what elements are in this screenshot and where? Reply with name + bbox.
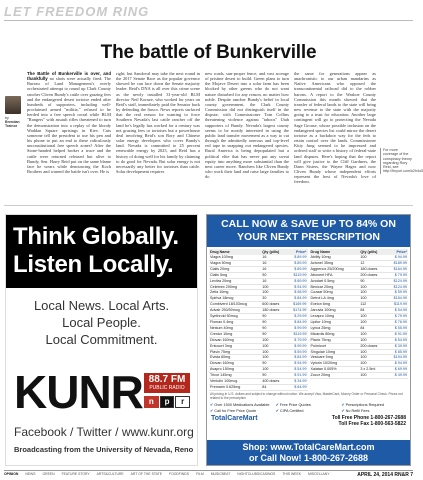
qty: 100 bbox=[359, 355, 386, 361]
drug-name: Flomax 0.4mg bbox=[209, 319, 261, 325]
price: $ 54.99 bbox=[287, 367, 308, 373]
price: $ 84.99 bbox=[287, 355, 308, 361]
qty: 3 x 2.5ml bbox=[359, 367, 386, 373]
qty: 600 doses bbox=[261, 302, 287, 308]
qty: 90 bbox=[261, 272, 287, 278]
fax-number: Toll Free Fax 1-800-563-5822 bbox=[338, 420, 406, 427]
qty: 90 bbox=[261, 314, 287, 320]
tagline-line-2: Listen Locally. bbox=[13, 251, 174, 278]
price-table-left bbox=[209, 249, 308, 391]
check-item: ✔ Call for Free Price Quote bbox=[210, 408, 276, 413]
qty: 16 bbox=[261, 255, 287, 260]
qty: 400 doses bbox=[261, 379, 287, 385]
section-divider bbox=[4, 205, 413, 206]
drug-name: Aggrenox 25/200mg bbox=[310, 266, 360, 272]
col-price: Price* bbox=[386, 249, 408, 255]
sidebar-note: For more coverage of the conspiracy theory regarding Rory Reid, see http://tinyurl.com/k2h4o5 bbox=[380, 148, 414, 174]
price: $ 79.99 bbox=[386, 272, 408, 278]
drug-name: Cozaar 50mg bbox=[310, 290, 360, 296]
drug-name: Lyrica 25mg bbox=[310, 325, 360, 331]
banner-line-1[interactable]: Shop: www.TotalCareMart.com bbox=[242, 442, 375, 452]
price: $ 59.99 bbox=[386, 290, 408, 296]
qty: 100 bbox=[359, 373, 386, 379]
npr-r: r bbox=[175, 396, 190, 408]
qty: 12 bbox=[359, 260, 386, 266]
article-col4-text: the same for generations appear as anachronistic to our urban mandarins as Native Americans who opposed the transcontinental railroad did to the robber barons. A report to the Washoe County Commission this month showed that the transfer of federal lands to the state will bring new revenue to the state with the majority going to a trust for education. Another large contingent will go to protecting the Nevada Sage Grouse, whose possible inclusion on the endangered species list could mirror the desert tortoise as a backdoor way for the feds to retain control over the lands. Commissioner Kitty Jung seemed to be impressed and ordered staff to write a history of federal-state land disputes. Here's hoping that the report will give justice to the Cliff Gardners, the Dann Sisters, the Wayne Hages and now Cliven Bundy whose independent efforts represent the best of Nevada's love of freedom. bbox=[294, 71, 376, 185]
drug-name: Exelon 6mg bbox=[310, 302, 360, 308]
drug-name: Viagra 100mg bbox=[209, 255, 261, 260]
pharmacy-advertisement[interactable] bbox=[206, 214, 411, 466]
price: $ 94.99 bbox=[287, 361, 308, 367]
article-lead: The Battle of Bunkerville is over, and thankfully bbox=[27, 71, 111, 82]
qty: 100 bbox=[261, 337, 287, 343]
qty: 100 bbox=[359, 331, 386, 337]
drug-name: Diovan 160mg bbox=[209, 337, 261, 343]
price: $ 91.99 bbox=[386, 331, 408, 337]
drug-name: Avapro 150mg bbox=[209, 367, 261, 373]
price: $124.99 bbox=[386, 278, 408, 284]
price: $ 89.99 bbox=[287, 278, 308, 284]
kunr-advertisement[interactable] bbox=[5, 214, 198, 466]
price: $ 84.99 bbox=[287, 296, 308, 302]
qty: 100 bbox=[261, 367, 287, 373]
price: $ 59.99 bbox=[287, 349, 308, 355]
price: $119.99 bbox=[287, 331, 308, 337]
price: $ 99.99 bbox=[287, 325, 308, 331]
drug-name: Cialis 5mg bbox=[209, 272, 261, 278]
banner-line-2[interactable]: or Call Now! 1-800-267-2688 bbox=[248, 453, 369, 463]
price: $119.99 bbox=[287, 272, 308, 278]
price: $ 94.99 bbox=[386, 361, 408, 367]
table-row bbox=[209, 384, 308, 390]
price: $ 85.99 bbox=[386, 349, 408, 355]
drug-name: Advair 250/50mcg bbox=[209, 308, 261, 314]
article-column-2 bbox=[116, 71, 200, 174]
paper-name: RN&R bbox=[394, 472, 409, 478]
qty: 100 bbox=[261, 355, 287, 361]
qty: 90 bbox=[261, 373, 287, 379]
qty: 84 bbox=[261, 384, 287, 390]
price: $ 54.99 bbox=[386, 308, 408, 314]
author-photo bbox=[5, 96, 21, 114]
qty: 100 bbox=[359, 319, 386, 325]
drug-name: Celebrex 200mg bbox=[209, 284, 261, 290]
drug-name: Detrol LA 4mg bbox=[310, 296, 360, 302]
price: $ 39.99 bbox=[386, 343, 408, 349]
qty: 100 bbox=[261, 290, 287, 296]
price: $ 64.99 bbox=[287, 384, 308, 390]
kunr-social-links[interactable]: Facebook / Twitter / www.kunr.org bbox=[14, 425, 194, 439]
price: $ 94.99 bbox=[386, 255, 408, 260]
drug-name: Combivent 18/103mcg bbox=[209, 302, 261, 308]
price: $ 98.99 bbox=[287, 290, 308, 296]
table-row bbox=[310, 373, 409, 379]
drug-name: Zetia 10mg bbox=[209, 290, 261, 296]
price: $119.99 bbox=[386, 302, 408, 308]
col-qty: Qty (pills) bbox=[359, 249, 386, 255]
footer-item: MUSICBEAT bbox=[210, 472, 231, 476]
byline-author: Brendan Trainor bbox=[5, 120, 20, 129]
article-column-1 bbox=[27, 71, 111, 174]
price: $ 54.99 bbox=[386, 337, 408, 343]
drug-name: Plavix 75mg bbox=[310, 337, 360, 343]
qty: 90 bbox=[359, 278, 386, 284]
price-tables bbox=[207, 247, 410, 391]
npr-n: n bbox=[144, 396, 159, 408]
article-col2-text: right; but Sandoval may take the next round in the 2017 Senate Race as the popular governor showed he can face down the Senate majority leader. Reid's DNA is all over this crime scene as the newly installed 31-year-old BLM director Neil Kornze, who worked for years on Reid's staff, immediately paid the Senator back by defending the fiasco. News reports surfaced that the real reason for wanting to force Southern Nevada's last cattle rancher off the land he's legally has worked for a century was not grazing fees or tortoises but a powerhouse deal involving Reid's son Rory and Chinese solar energy developers who cover Bundy's land. Nevada is committed to 25 percent renewable energy by 2025, and Reid has a history of doing well for his family by claiming to do good for Nevada. But solar energy is not necessarily any better for tortoises than cattle. Solar development requires bbox=[116, 71, 200, 174]
drug-name: Viagra 50mg bbox=[209, 260, 261, 266]
drug-name: Januvia 100mg bbox=[310, 308, 360, 314]
drug-name: Pulmicort bbox=[310, 343, 360, 349]
qty: 16 bbox=[261, 278, 287, 284]
drug-name: Plavix 75mg bbox=[209, 349, 261, 355]
price: $ 49.99 bbox=[386, 373, 408, 379]
qty: 90 bbox=[261, 331, 287, 337]
price: $154.99 bbox=[386, 296, 408, 302]
qty: 200 doses bbox=[359, 272, 386, 278]
page-footer bbox=[4, 470, 413, 478]
divider bbox=[4, 20, 413, 21]
frequency: 88.7 FM bbox=[148, 374, 186, 385]
price: $ 79.99 bbox=[386, 314, 408, 320]
qty: 100 bbox=[359, 361, 386, 367]
phone-number[interactable]: Toll Free Phone 1-800-267-2688 bbox=[331, 414, 406, 421]
npr-logo bbox=[144, 396, 190, 408]
drug-name: Premarin 0.625mg bbox=[209, 384, 261, 390]
footer-item: GREEN bbox=[42, 472, 55, 476]
price: $169.99 bbox=[287, 302, 308, 308]
price: $ 89.99 bbox=[287, 260, 308, 266]
price: $164.99 bbox=[386, 266, 408, 272]
local-line-1: Local News. Local Arts. bbox=[33, 298, 170, 313]
page-number: 7 bbox=[410, 472, 413, 478]
frequency-badge bbox=[144, 373, 190, 393]
price: $ 76.99 bbox=[386, 319, 408, 325]
drug-name: Entocort 3mg bbox=[209, 343, 261, 349]
tagline-line-1: Think Globally. bbox=[13, 223, 179, 250]
page-info bbox=[357, 472, 413, 478]
qty: 112 bbox=[359, 302, 386, 308]
article-column-3 bbox=[205, 71, 289, 179]
price: $ 84.99 bbox=[287, 319, 308, 325]
price: $ 69.99 bbox=[386, 367, 408, 373]
section-title: LET FREEDOM RING bbox=[4, 4, 150, 19]
check-item: ✔ Free Price Quotes bbox=[276, 402, 342, 407]
kunr-tagline bbox=[6, 215, 197, 288]
qty: 200 doses bbox=[359, 343, 386, 349]
issue-date: APRIL 24, 2014 bbox=[357, 472, 393, 478]
drug-name: Actonel 35mg bbox=[310, 260, 360, 266]
check-item: ✔ CIPA Certified bbox=[276, 408, 342, 413]
qty: 100 bbox=[359, 349, 386, 355]
feature-checklist bbox=[207, 401, 410, 414]
qty: 84 bbox=[359, 325, 386, 331]
price-table-right bbox=[310, 249, 409, 379]
qty: 180 doses bbox=[359, 266, 386, 272]
drug-name: Synthroid 50mcg bbox=[209, 314, 261, 320]
local-line-3: Local Commitment. bbox=[45, 332, 158, 347]
qty: 100 bbox=[359, 314, 386, 320]
kunr-local bbox=[6, 297, 197, 348]
drug-name: Ventolin 100mcg bbox=[209, 379, 261, 385]
headline: The battle of Bunkerville bbox=[100, 42, 317, 63]
price: $ 91.99 bbox=[287, 373, 308, 379]
kunr-broadcast: Broadcasting from the University of Nevada, Reno bbox=[14, 445, 194, 454]
footer-item: NIGHTCLUBS/CASINOS bbox=[237, 472, 276, 476]
price: $174.99 bbox=[287, 308, 308, 314]
qty: 30 bbox=[261, 296, 287, 302]
byline bbox=[5, 96, 25, 129]
pharmacy-brand: TotalCareMart bbox=[211, 414, 258, 422]
price: $ 29.99 bbox=[287, 314, 308, 320]
local-line-2: Local People. bbox=[62, 315, 141, 330]
price: $ 94.99 bbox=[287, 284, 308, 290]
byline-by: by bbox=[5, 116, 9, 120]
fine-print: All pricing in U.S. dollars and subject to change without notice. We accept Visa, MasterCard, Money Order or Personal Check. Prices not related to the prescription bbox=[210, 391, 403, 400]
drug-name: Vytorin 10/20mg bbox=[310, 361, 360, 367]
qty: 100 bbox=[359, 290, 386, 296]
footer-section: OPINION bbox=[4, 472, 19, 476]
drug-name: Diovan 160mg bbox=[209, 361, 261, 367]
pharmacy-banner[interactable] bbox=[207, 440, 410, 465]
qty: 100 bbox=[359, 337, 386, 343]
qty: 100 bbox=[261, 343, 287, 349]
drug-name: Nexium 40mg bbox=[209, 325, 261, 331]
drug-name: Crestor 10mg bbox=[209, 331, 261, 337]
pharmacy-contact bbox=[207, 414, 410, 428]
qty: 90 bbox=[261, 319, 287, 325]
drug-name: Lipitor 10mg bbox=[310, 319, 360, 325]
npr-p: p bbox=[160, 396, 175, 408]
qty: 84 bbox=[359, 308, 386, 314]
price: $189.99 bbox=[386, 260, 408, 266]
drug-name: Vesicare 5mg bbox=[310, 355, 360, 361]
qty: 100 bbox=[261, 349, 287, 355]
col-drug: Drug Name bbox=[310, 249, 360, 255]
footer-item: FOODFINDS bbox=[169, 472, 189, 476]
drug-name: Micardis 80mg bbox=[310, 331, 360, 337]
footer-item: ARTS&CULTURE bbox=[96, 472, 124, 476]
frequency-sub: PUBLIC RADIO bbox=[149, 385, 185, 391]
article-col3-text: new roads, sun-proper fence, and vast acreage of pristine desert to build. Green plans to turn the Mojave Desert into a solar farm has been blocked by other greens who do not want nature disturbed for any reason, no matter how noble. Despite rancher Bundy's belief in local county government, the Clark County Commission did not distinguish itself in the dispute, with Commissioner Tom Collins threatening violence against "taboos" Utah supporters of Bundy. Nevada's largest county seems to be mostly interested in using the public land transfer movement as a way to cut through the admittedly onerous and top-level red tape in snapping out endangered species. Rural America is being depopulated but a political elite that has never put any sweat equity into anything more substantial than the next career move. Ranchers like Cliven Bundy who work their land and raise large families to do bbox=[205, 71, 289, 180]
price: $ 99.99 bbox=[287, 343, 308, 349]
check-item: ✔ No Refill Fees bbox=[341, 408, 407, 413]
col-drug: Drug Name bbox=[209, 249, 261, 255]
check-item: ✔ Prescriptions Required bbox=[341, 402, 407, 407]
drug-name: Avodart 0.5mg bbox=[310, 278, 360, 284]
qty: 180 doses bbox=[261, 308, 287, 314]
footer-item: FILM bbox=[195, 472, 204, 476]
price: $ 34.99 bbox=[287, 379, 308, 385]
price: $124.99 bbox=[386, 284, 408, 290]
footer-item: ART OF THE STATE bbox=[130, 472, 163, 476]
drug-name: Zocor 20mg bbox=[310, 373, 360, 379]
price: $ 55.99 bbox=[386, 325, 408, 331]
qty: 16 bbox=[261, 260, 287, 266]
col-qty: Qty (pills) bbox=[261, 249, 287, 255]
qty: 100 bbox=[359, 255, 386, 260]
price: $ 89.99 bbox=[287, 255, 308, 260]
col-price: Price* bbox=[287, 249, 308, 255]
footer-item: THIS WEEK bbox=[282, 472, 301, 476]
drug-name: Lexapro 10mg bbox=[310, 314, 360, 320]
qty: 100 bbox=[359, 296, 386, 302]
drug-name: Spiriva 18mcg bbox=[209, 296, 261, 302]
article-col1-text: no shots were actually fired. The Bureau of Land Management's overly orchestrated attempt to round up Clark County rancher Cliven Bundy's cattle over grazing fees and the endangered desert tortoise ended after hundreds of supporters, including well-proclaimed armed "militia," refused to be herded into a free speech corral while BLM "Rangers" with assault rifles threatened to turn the demonstration into a replay of the bloody Waddan Square uprisings in Kiev. Cuts someone tell the president to use his pen and his phone to put an end to these ridiculously unconstitutional free speech zones? After the Stone-handed helped broker a truce and the cattle were returned released but alive to Bundy, Sen. Harry Reid put on the same blame face he wears while denouncing the Koch Brothers and warned the battle isn't over. He is bbox=[27, 76, 111, 174]
drug-name: Benicar 20mg bbox=[310, 284, 360, 290]
qty: 100 bbox=[359, 284, 386, 290]
drug-name: Abilify 10mg bbox=[310, 255, 360, 260]
footer-item: FEATURE STORY bbox=[61, 472, 90, 476]
drug-name: Singulair 10mg bbox=[310, 349, 360, 355]
footer-item: MISCELLANY bbox=[307, 472, 330, 476]
price: $ 89.99 bbox=[287, 266, 308, 272]
drug-name: Cialis 20mg bbox=[209, 266, 261, 272]
article-column-4 bbox=[294, 71, 376, 184]
footer-item: NEWS bbox=[25, 472, 36, 476]
drug-name: Tricor 145mg bbox=[209, 373, 261, 379]
qty: 90 bbox=[261, 361, 287, 367]
drug-name: Atrovent HFA bbox=[310, 272, 360, 278]
qty: 100 bbox=[261, 284, 287, 290]
check-item: ✔ Over 1500 Medications Available bbox=[210, 402, 276, 407]
pharmacy-headline: CALL NOW & SAVE UP TO 84% ON YOUR NEXT PRESCRIPTION bbox=[207, 215, 410, 247]
drug-name: Evista 60mg bbox=[209, 355, 261, 361]
qty: 90 bbox=[261, 325, 287, 331]
price: $194.99 bbox=[386, 355, 408, 361]
kunr-logo: KUNR bbox=[14, 366, 143, 418]
qty: 16 bbox=[261, 266, 287, 272]
price: $ 79.99 bbox=[287, 337, 308, 343]
drug-name: Xalatan 0.005% bbox=[310, 367, 360, 373]
drug-name: Levitra 20mg bbox=[209, 278, 261, 284]
